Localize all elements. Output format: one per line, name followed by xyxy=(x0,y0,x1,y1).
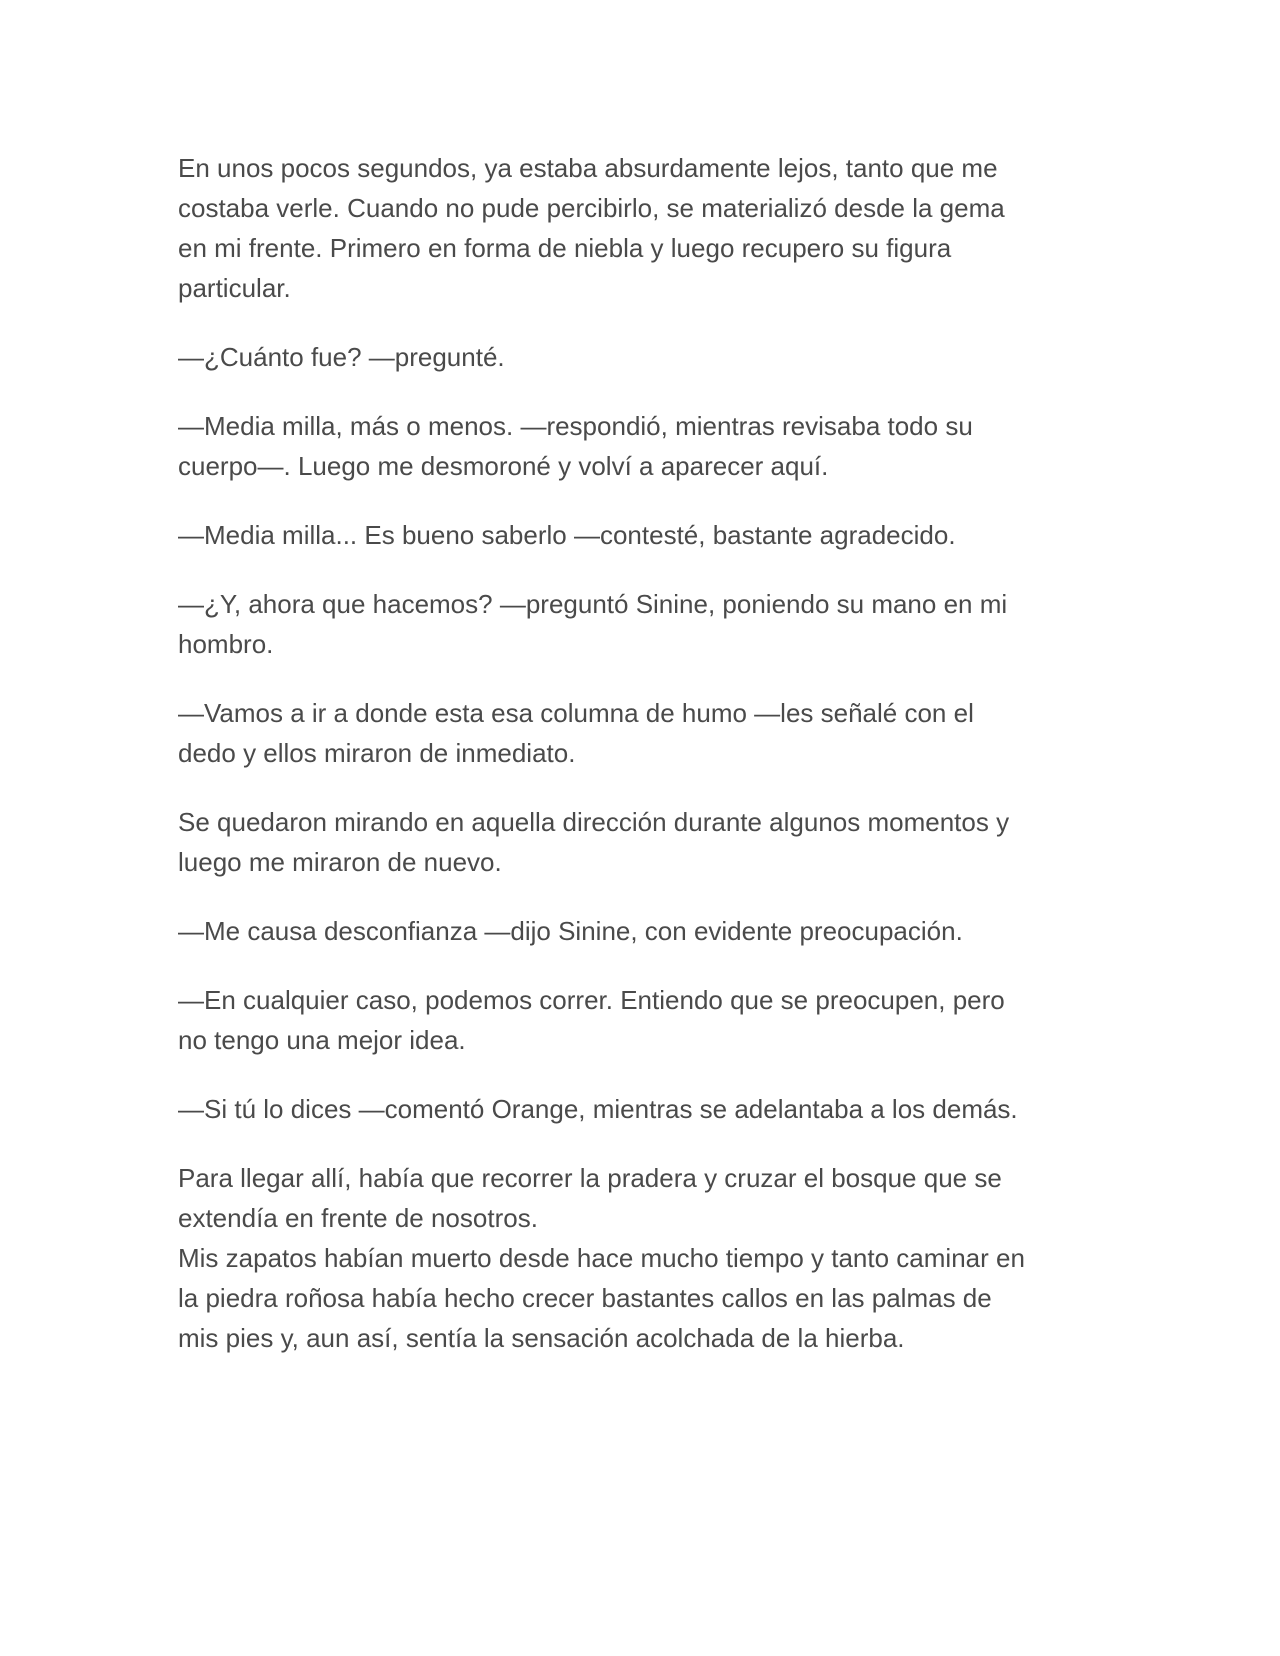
text-line: —Media milla, más o menos. —respondió, mientras revisaba todo su xyxy=(178,411,973,441)
text-line: costaba verle. Cuando no pude percibirlo, se materializó desde la gema xyxy=(178,193,1005,223)
paragraph xyxy=(178,148,1108,308)
text-line: extendía en frente de nosotros. xyxy=(178,1203,538,1233)
text-line: dedo y ellos miraron de inmediato. xyxy=(178,738,576,768)
paragraph xyxy=(178,584,1108,664)
paragraph xyxy=(178,980,1108,1060)
text-line: —Me causa desconfianza —dijo Sinine, con evidente preocupación. xyxy=(178,916,963,946)
paragraph xyxy=(178,802,1108,882)
text-line: luego me miraron de nuevo. xyxy=(178,847,502,877)
text-line: —Si tú lo dices —comentó Orange, mientras se adelantaba a los demás. xyxy=(178,1094,1018,1124)
paragraph xyxy=(178,1089,1108,1129)
text-line: —¿Y, ahora que hacemos? —preguntó Sinine, poniendo su mano en mi xyxy=(178,589,1008,619)
paragraph xyxy=(178,337,1108,377)
document-page xyxy=(178,148,1108,1387)
text-line: en mi frente. Primero en forma de niebla y luego recupero su figura xyxy=(178,233,952,263)
text-line: Mis zapatos habían muerto desde hace mucho tiempo y tanto caminar en xyxy=(178,1243,1025,1273)
text-line: mis pies y, aun así, sentía la sensación acolchada de la hierba. xyxy=(178,1323,905,1353)
text-line: —¿Cuánto fue? —pregunté. xyxy=(178,342,505,372)
text-line: Para llegar allí, había que recorrer la pradera y cruzar el bosque que se xyxy=(178,1163,1002,1193)
paragraph xyxy=(178,1158,1108,1358)
text-line: En unos pocos segundos, ya estaba absurdamente lejos, tanto que me xyxy=(178,153,998,183)
paragraph xyxy=(178,693,1108,773)
text-line: Se quedaron mirando en aquella dirección durante algunos momentos y xyxy=(178,807,1010,837)
paragraph xyxy=(178,515,1108,555)
paragraph xyxy=(178,406,1108,486)
text-line: hombro. xyxy=(178,629,274,659)
paragraph xyxy=(178,911,1108,951)
text-line: la piedra roñosa había hecho crecer bastantes callos en las palmas de xyxy=(178,1283,992,1313)
text-line: —En cualquier caso, podemos correr. Entiendo que se preocupen, pero xyxy=(178,985,1005,1015)
text-line: particular. xyxy=(178,273,291,303)
text-line: —Media milla... Es bueno saberlo —contesté, bastante agradecido. xyxy=(178,520,956,550)
text-line: —Vamos a ir a donde esta esa columna de humo —les señalé con el xyxy=(178,698,974,728)
text-line: no tengo una mejor idea. xyxy=(178,1025,466,1055)
text-line: cuerpo—. Luego me desmoroné y volví a aparecer aquí. xyxy=(178,451,829,481)
